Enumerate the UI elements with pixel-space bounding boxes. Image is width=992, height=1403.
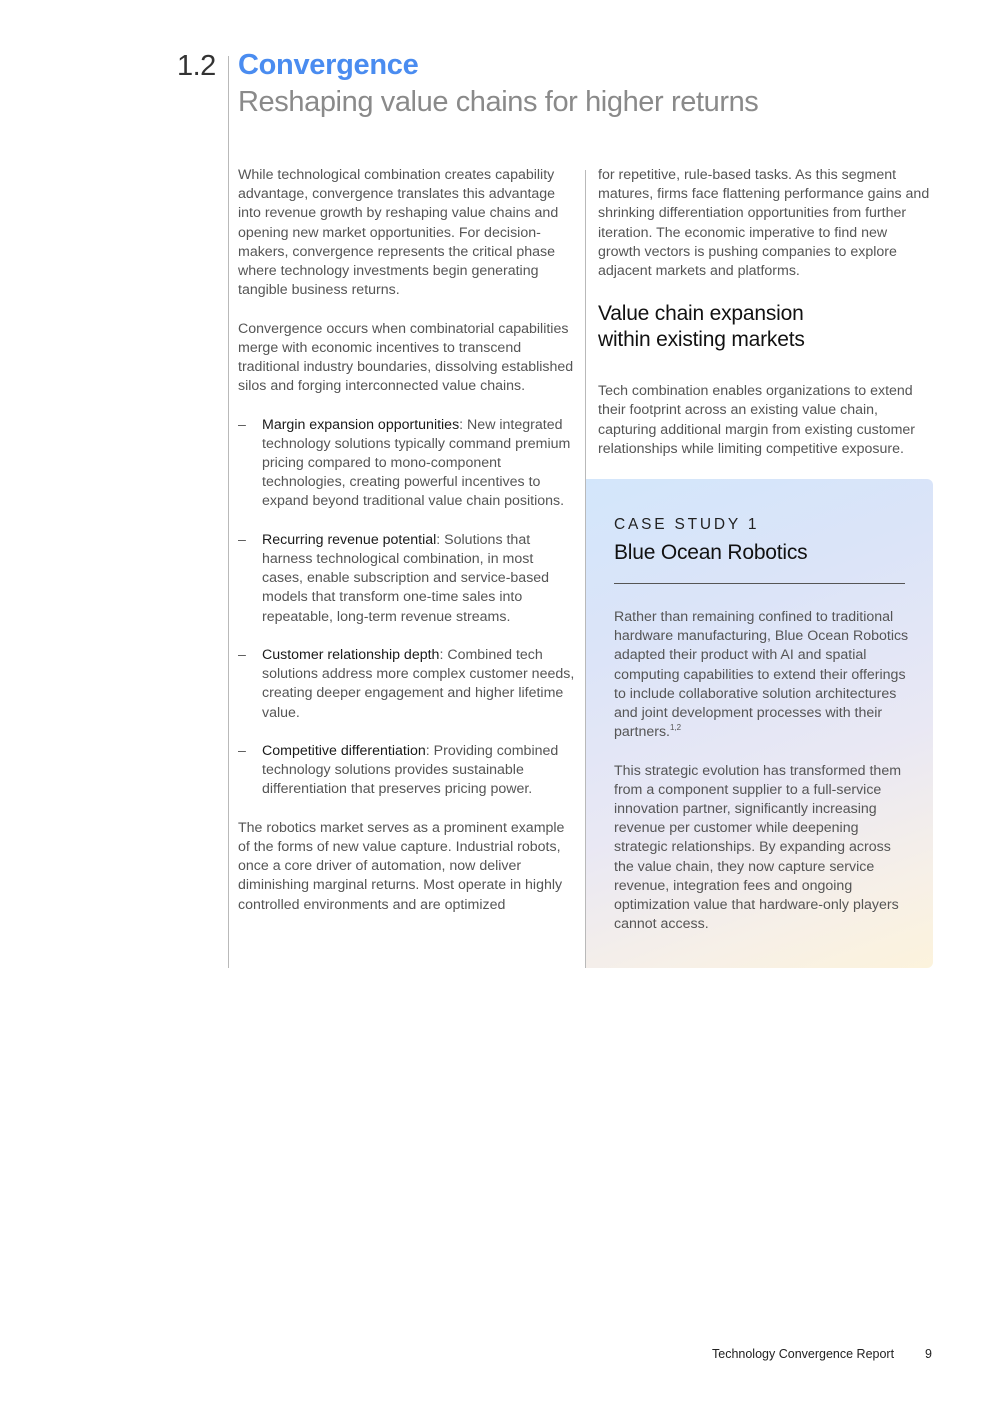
header-divider [228,56,229,968]
list-item [238,531,578,627]
case-study-box [586,479,933,968]
section-subtitle: Reshaping value chains for higher returns [238,86,759,118]
case-study-label: CASE STUDY 1 [614,516,760,533]
list-item-term: Customer relationship depth [262,647,440,664]
list-item-text: : Combined tech solutions address more complex customer needs, creating deeper engagement and higher lifetime value. [262,647,575,721]
list-item-text: : Solutions that harness technological combination, in most cases, enable subscription and service-based models that transform one-time sales into repeatable, long-term revenue streams. [262,531,550,625]
benefit-list [238,416,578,800]
intro-paragraph: While technological combination creates capability advantage, convergence translates this advantage into revenue growth by reshaping value chains and opening new market opportunities. For decision-makers, convergence represents the critical phase where technology investments begin generating tangible business returns. [238,167,559,299]
case-study-paragraph: This strategic evolution has transformed them from a component supplier to a full-service innovation partner, significantly increasing revenue per customer while deepening strategic relationships. By expanding across the value chain, they now capture service revenue, integration fees and ongoing optimization value that hardware-only players cannot access. [614,762,902,933]
subheading [598,301,930,353]
left-column [238,166,578,934]
page-number: 9 [925,1347,932,1361]
list-item [238,646,578,723]
footer-report-title: Technology Convergence Report [712,1347,895,1361]
case-study-title: Blue Ocean Robotics [614,541,808,564]
list-item-term: Competitive differentiation [262,743,426,760]
subheading-paragraph: Tech combination enables organizations to extend their footprint across an existing value chain, capturing additional margin from existing customer relationships while limiting competitive exposure. [598,383,916,457]
right-column [598,166,930,459]
list-item-text: : Providing combined technology solutions provides sustainable differentiation that preserves pricing power. [262,743,559,798]
list-item-term: Margin expansion opportunities [262,416,460,433]
dash-bullet: – [238,531,246,548]
case-study-paragraph: Rather than remaining confined to traditional hardware manufacturing, Blue Ocean Robotics adapted their product with AI and spatial computing capabilities to extend their offerings to include collaborative solution architectures and joint development processes with their partners.$^{1,2}$ [614,609,909,741]
intro-paragraph: Convergence occurs when combinatorial capabilities merge with economic incentives to transcend traditional industry boundaries, dissolving established silos and forging interconnected value chains. [238,320,574,395]
list-item-term: Recurring revenue potential [262,531,437,548]
section-number: 1.2 [177,50,216,82]
dash-bullet: – [238,647,246,664]
list-item [238,742,578,800]
dash-bullet: – [238,743,246,760]
case-study-divider [614,583,905,584]
dash-bullet: – [238,416,246,433]
section-title: Convergence [238,49,419,81]
closing-paragraph: The robotics market serves as a prominent example of the forms of new value capture. Industrial robots, once a core driver of automation, now deliver diminishing marginal returns. Most operate in highly controlled environments and are optimized [238,819,565,913]
list-item-text: : New integrated technology solutions typically command premium pricing compared to mono-component technologies, creating powerful incentives to expand beyond traditional value chain positions. [262,416,571,510]
case-study-body [614,608,910,954]
list-item [238,416,578,512]
continued-paragraph: for repetitive, rule-based tasks. As this segment matures, firms face flattening performance gains and shrinking differentiation opportunities from further iteration. The economic imperative to find new growth vectors is pushing companies to explore adjacent markets and platforms. [598,167,930,280]
subheading-line: Value chain expansion [598,302,804,326]
footnote-reference[interactable]: 1,2 [670,723,682,733]
subheading-line: within existing markets [598,328,805,352]
